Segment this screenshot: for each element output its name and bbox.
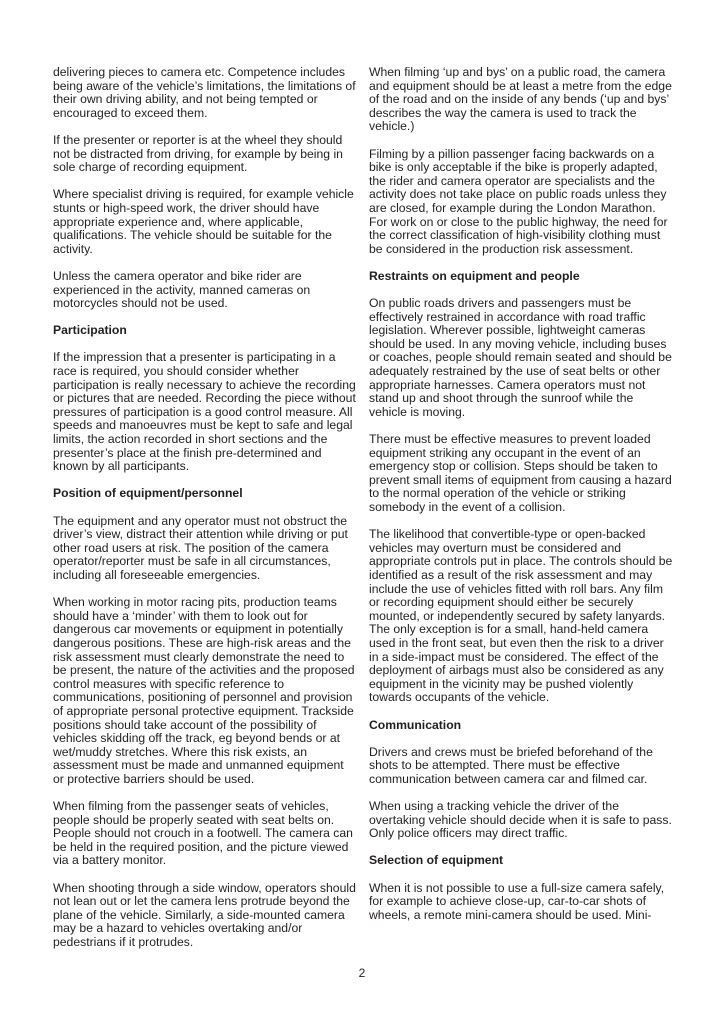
paragraph-side-window: When shooting through a side window, operators should not lean out or let the camera lens protrude beyond the plane of the vehicle. Similarly, a side-mounted camera may be a hazard to vehicles overtaking and/or pedestrians if it protrudes. [53,880,356,949]
paragraph-briefing: Drivers and crews must be briefed beforehand of the shots to be attempted. There must be effective communication between camera car and filmed car. [369,744,653,786]
heading-participation: Participation [53,323,127,338]
heading-position-of-equipment: Position of equipment/personnel [53,486,243,501]
heading-selection-of-equipment: Selection of equipment [369,853,504,868]
page-number: 2 [358,966,366,980]
left-column [53,66,357,963]
paragraph-specialist-driving: Where specialist driving is required, for example vehicle stunts or high-speed work, the driver should have appropriate experience and, where applicable, qualifications. The vehicle should be suitable for the activity. [53,187,354,256]
paragraph-obstruct-view: The equipment and any operator must not obstruct the driver’s view, distract their attention while driving or put other road users at risk. The position of the camera operator/reporter must be safe in all circumstances, including all foreseeable emergencies. [53,513,348,582]
paragraph-passenger-seats: When filming from the passenger seats of vehicles, people should be properly seated with seat belts on. People should not crouch in a footwell. The camera can be held in the required position, and the picture viewed via a battery monitor. [53,799,353,868]
paragraph-up-and-bys: When filming ‘up and bys’ on a public road, the camera and equipment should be at least a metre from the edge of the road and on the inside of any bends (‘up and bys’ describes the way the camera is used to track the vehicle.) [369,65,672,134]
heading-restraints: Restraints on equipment and people [369,268,580,283]
paragraph-loaded-equipment: There must be effective measures to prevent loaded equipment striking any occupant in the event of an emergency stop or collision. Steps should be taken to prevent small items of equipment from causing a hazard to the normal operation of the vehicle or striking somebody in the event of a collision. [369,432,672,514]
paragraph-participation: If the impression that a presenter is participating in a race is required, you should consider whether participation is really necessary to achieve the recording or pictures that are needed. Recording the piece without pressures of participation is a good control measure. All speeds and manoeuvres must be kept to safe and legal limits, the action recorded in short sections and the presenter’s place at the finish pre-determined and known by all participants. [53,350,356,474]
paragraph-pillion-passenger: Filming by a pillion passenger facing backwards on a bike is only acceptable if the bike is properly adapted, the rider and camera operator are specialists and the activity does not take place on public roads unless they are closed, for example during the London Marathon. For work on or close to the public highway, the need for the correct classification of high-visibility clothing must be considered in the production risk assessment. [369,146,668,256]
paragraph-presenter-driving: If the presenter or reporter is at the wheel they should not be distracted from driving, for example by being in sole charge of recording equipment. [53,132,343,175]
paragraph-manned-cameras-motorcycles: Unless the camera operator and bike rider are experienced in the activity, manned cameras on motorcycles should not be used. [53,268,311,311]
paragraph-public-roads-restraint: On public roads drivers and passengers must be effectively restrained in accordance with road traffic legislation. Wherever possible, lightweight cameras should be used. In any moving vehicle, including buses or coaches, people should remain seated and should be adequately restrained by the use of seat belts or other appropriate harnesses. Camera operators must not stand up and shoot through the sunroof while the vehicle is moving. [369,296,672,419]
paragraph-motor-racing-pits: When working in motor racing pits, production teams should have a ‘minder’ with them to look out for dangerous car movements or equipment in potentially dangerous positions. These are high-risk areas and the risk assessment must clearly demonstrate the need to be present, the nature of the activities and the proposed control measures with specific reference to communications, positioning of personnel and provision of appropriate personal protective equipment. Trackside positions should take account of the possibility of vehicles skidding off the track, eg beyond bends or at wet/muddy stretches. Where this risk exists, an assessment must be made and unmanned equipment or protective barriers should be used. [53,595,355,786]
paragraph-competence: delivering pieces to camera etc. Competence includes being aware of the vehicle’s limitations, the limitations of their own driving ability, and not being tempted or encouraged to exceed them. [53,65,356,120]
heading-communication: Communication [369,717,462,732]
paragraph-tracking-vehicle: When using a tracking vehicle the driver of the overtaking vehicle should decide when it is safe to pass. Only police officers may direct traffic. [369,799,672,841]
paragraph-mini-camera: When it is not possible to use a full-size camera safely, for example to achieve close-up, car-to-car shots of wheels, a remote mini-camera should be used. Mini- [369,880,665,922]
paragraph-convertible-vehicles: The likelihood that convertible-type or open-backed vehicles may overturn must be considered and appropriate controls put in place. The controls should be identified as a result of the risk assessment and may include the use of vehicles fitted with roll bars. Any film or recording equipment should either be securely mounted, or independently secured by safety lanyards. The only exception is for a small, hand-held camera used in the front seat, but even then the risk to a driver in a side-impact must be considered. The effect of the deployment of airbags must also be considered as any equipment in the vicinity may be pushed violently towards occupants of the vehicle. [369,527,673,705]
right-column [369,66,673,936]
